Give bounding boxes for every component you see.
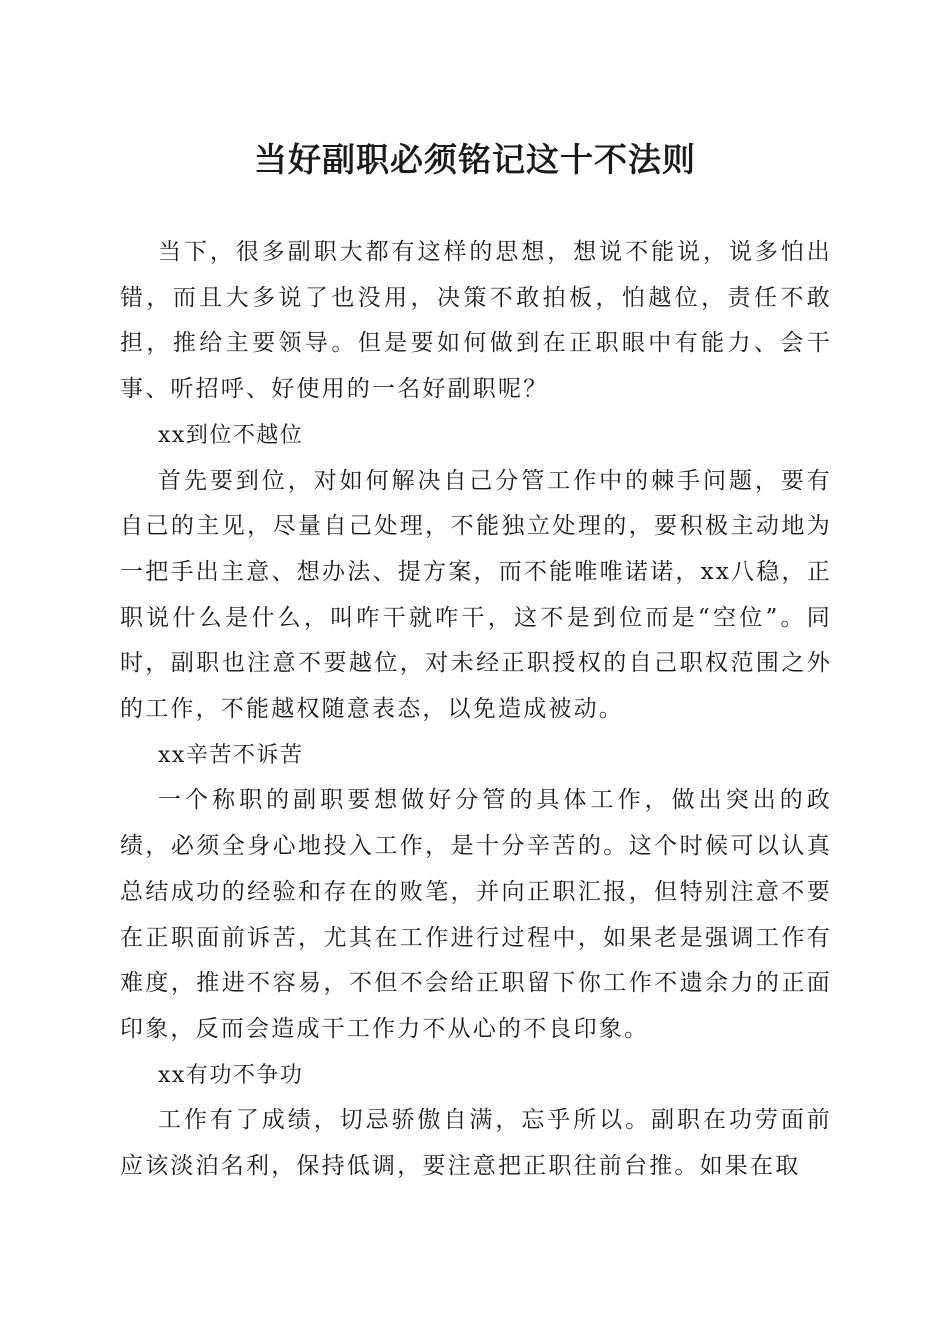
intro-paragraph: 当下，很多副职大都有这样的思想，想说不能说，说多怕出错，而且大多说了也没用，决策不敢拍板，怕越位，责任不敢担，推给主要领导。但是要如何做到在正职眼中有能力、会干事、听招呼、好使用的一名好副职呢？ [120, 239, 832, 403]
document-title: 当好副职必须铭记这十不法则 [254, 140, 696, 179]
document-body [120, 230, 832, 1190]
section-paragraph: 首先要到位，对如何解决自己分管工作中的棘手问题，要有自己的主见，尽量自己处理，不能独立处理的，要积极主动地为一把手出主意、想办法、提方案，而不能唯唯诺诺，xx八稳，正职说什么是什么，叫咋干就咋干，这不是到位而是“空位”。同时，副职也注意不要越位，对未经正职授权的自己职权范围之外的工作，不能越权随意表态，以免造成被动。 [120, 467, 832, 723]
section-heading: xx到位不越位 [158, 422, 304, 448]
section-heading: xx辛苦不诉苦 [158, 742, 304, 768]
section-paragraph: 工作有了成绩，切忌骄傲自满，忘乎所以。副职在功劳面前应该淡泊名利，保持低调，要注意把正职往前台推。如果在取 [120, 1107, 832, 1180]
section-heading: xx有功不争功 [158, 1062, 304, 1088]
section-paragraph: 一个称职的副职要想做好分管的具体工作，做出突出的政绩，必须全身心地投入工作，是十分辛苦的。这个时候可以认真总结成功的经验和存在的败笔，并向正职汇报，但特别注意不要在正职面前诉苦，尤其在工作进行过程中，如果老是强调工作有难度，推进不容易，不但不会给正职留下你工作不遗余力的正面印象，反而会造成干工作力不从心的不良印象。 [120, 787, 832, 1042]
